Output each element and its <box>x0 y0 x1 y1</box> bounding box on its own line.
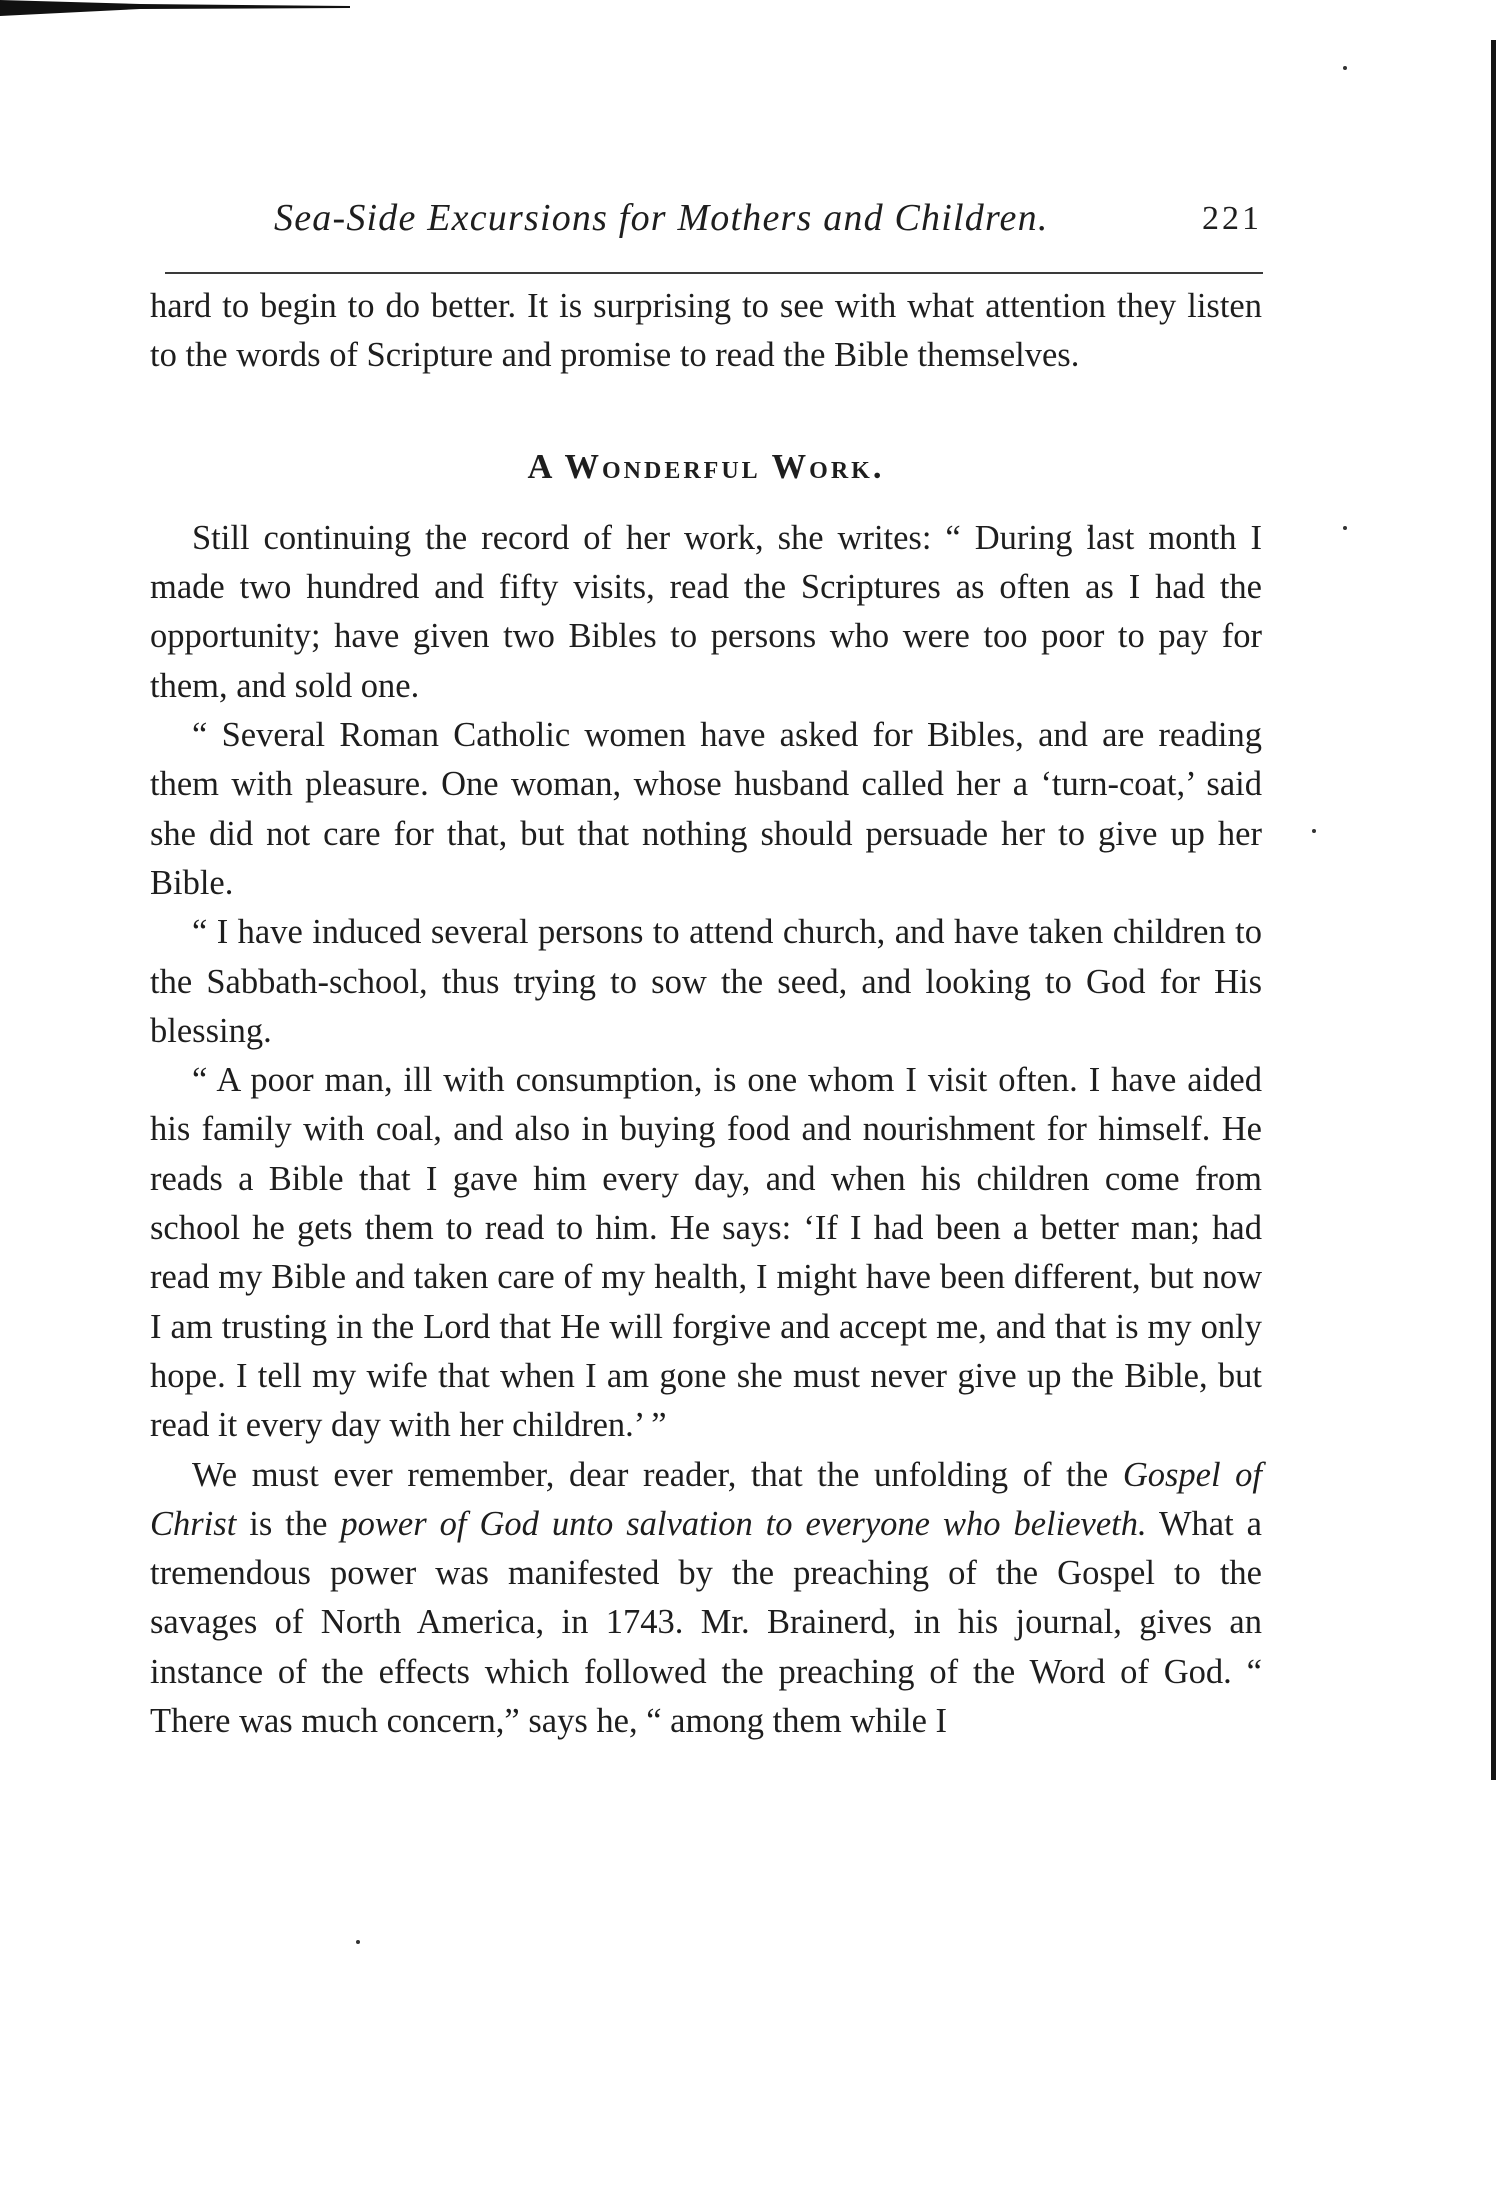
dust-speck <box>1343 526 1347 530</box>
italic-phrase: Gospel of Christ <box>150 1455 1263 1543</box>
paragraph: “ I have induced several persons to attend church, and have taken children to the Sabbath-school, thus trying to sow the seed, and looking to God for His blessing. <box>150 913 1262 1050</box>
running-head <box>150 190 1262 250</box>
text-run: is the <box>249 1504 328 1543</box>
italic-phrase: power of God unto salvation to everyone who believeth. <box>340 1504 1147 1543</box>
dust-speck <box>1343 66 1347 70</box>
paragraph: “ Several Roman Catholic women have asked for Bibles, and are reading them with pleasure. One woman, whose husband called her a ‘turn-coat,’ said she did not care for that, but that nothing should persuade her to give up her Bible. <box>150 716 1262 902</box>
page-body <box>150 282 1262 1746</box>
section-heading: A Wonderful Work. <box>527 447 885 486</box>
paragraph <box>150 1451 1262 1747</box>
text-run: We must ever remember, dear reader, that the unfolding of the <box>192 1455 1109 1494</box>
paragraph: “ A poor man, ill with consumption, is one whom I visit often. I have aided his family with coal, and also in buying food and nourishment for himself. He reads a Bible that I gave him every day, and when his children come from school he gets them to read to him. He says: ‘If I had been a better man; had read my Bible and taken care of my health, I might have been different, but now I am trusting in the Lord that He will forgive and accept me, and that is my only hope. I tell my wife that when I am gone she must never give up the Bible, but read it every day with her children.’ ” <box>150 1061 1262 1445</box>
header-rule <box>165 272 1263 274</box>
running-title: Sea-Side Excursions for Mothers and Children. <box>274 197 1049 239</box>
scan-mark <box>0 0 350 16</box>
text-run: What a tremendous power was manifested by the preaching of the Gospel to the savages of North America, in 1743. Mr. Brainerd, in his journal, gives an instance of the effects which followed the preaching of the Word of God. “ There was much concern,” says he, “ among them while I <box>150 1504 1262 1741</box>
scan-edge <box>1491 40 1496 1780</box>
paragraph-continued: hard to begin to do better. It is surprising to see with what attention they listen to the words of Scripture and promise to read the Bible themselves. <box>150 287 1262 375</box>
dust-speck <box>1312 829 1316 833</box>
paragraph: Still continuing the record of her work, she writes: “ During last month I made two hundred and fifty visits, read the Scriptures as often as I had the opportunity; have given two Bibles to persons who were too poor to pay for them, and sold one. <box>150 518 1262 705</box>
page-number: 221 <box>1202 200 1262 237</box>
dust-speck <box>356 1940 360 1944</box>
